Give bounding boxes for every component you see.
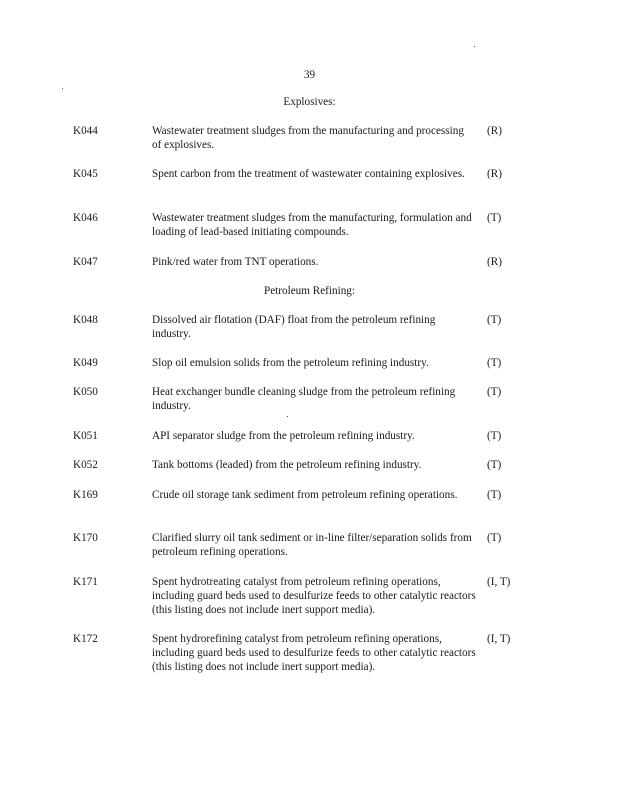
scan-speck [62,88,63,89]
section-heading-explosives: Explosives: [283,96,336,108]
hazard-code: (T) [487,386,502,398]
hazard-code: (T) [487,212,502,224]
hazard-code: (R) [487,125,502,137]
waste-code: K045 [73,168,98,180]
waste-description: API separator sludge from the petroleum refining industry. [152,430,415,442]
waste-code: K050 [73,386,98,398]
waste-code: K170 [73,532,98,544]
hazard-code: (T) [487,459,502,471]
waste-description: Wastewater treatment sludges from the manufacturing, formulation and loading of lead-based initiating compounds. [152,212,472,238]
hazard-code: (T) [487,430,502,442]
waste-description: Pink/red water from TNT operations. [152,256,319,268]
waste-code: K051 [73,430,98,442]
waste-description: Spent hydrotreating catalyst from petroleum refining operations, including guard beds used to desulfurize feeds to other catalytic reactors (this listing does not include inert support media). [152,576,476,616]
hazard-code: (T) [487,357,502,369]
hazard-code: (I, T) [487,576,511,588]
waste-code: K171 [73,576,98,588]
hazard-code: (R) [487,256,502,268]
hazard-code: (R) [487,168,502,180]
waste-code: K049 [73,357,98,369]
waste-description: Spent hydrorefining catalyst from petroleum refining operations, including guard beds used to desulfurize feeds to other catalytic reactors (this listing does not include inert support media). [152,633,476,673]
waste-code: K044 [73,125,98,137]
waste-description: Heat exchanger bundle cleaning sludge from the petroleum refining industry. [152,386,456,412]
hazard-code: (T) [487,532,502,544]
scan-speck [474,46,475,47]
waste-code: K052 [73,459,98,471]
waste-description: Slop oil emulsion solids from the petroleum refining industry. [152,357,429,369]
waste-description: Clarified slurry oil tank sediment or in-line filter/separation solids from petroleum refining operations. [152,532,472,558]
waste-code: K172 [73,633,98,645]
hazard-code: (T) [487,489,502,501]
section-heading-petroleum-refining: Petroleum Refining: [263,285,356,297]
waste-code: K046 [73,212,98,224]
waste-description: Spent carbon from the treatment of wastewater containing explosives. [152,168,465,180]
waste-code: K047 [73,256,98,268]
waste-description: Dissolved air flotation (DAF) float from the petroleum refining industry. [152,314,436,340]
waste-description: Crude oil storage tank sediment from petroleum refining operations. [152,489,458,501]
page-number: 39 [303,69,316,81]
waste-description: Wastewater treatment sludges from the manufacturing and processing of explosives. [152,125,464,151]
hazard-code: (I, T) [487,633,511,645]
waste-code: K169 [73,489,98,501]
waste-code: K048 [73,314,98,326]
scan-speck [287,416,288,417]
waste-description: Tank bottoms (leaded) from the petroleum refining industry. [152,459,422,471]
hazard-code: (T) [487,314,502,326]
